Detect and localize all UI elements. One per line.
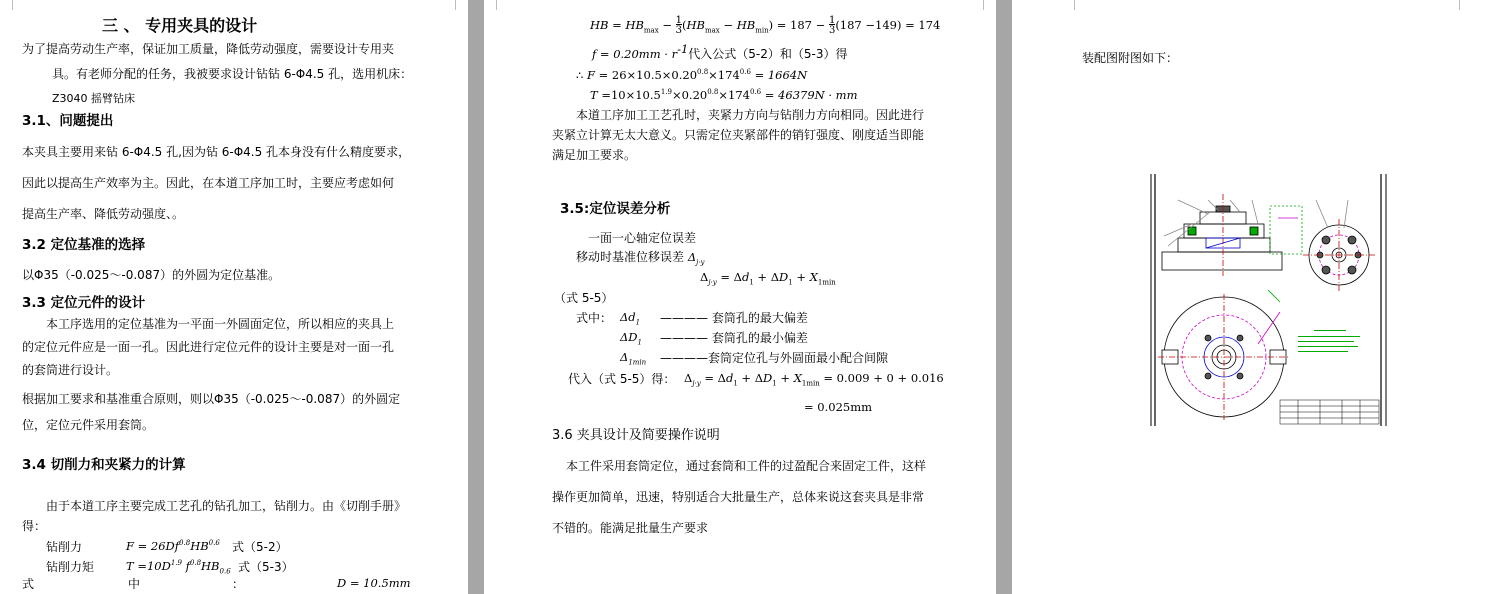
symbol-delta-D1: $\Delta D_1$ <box>620 330 642 347</box>
paragraph-line: 本工序选用的定位基准为一平面一外圆面定位，所以相应的夹具上 <box>46 317 395 331</box>
paragraph-line: 本工件采用套筒定位，通过套筒和工件的过盈配合来固定工件，这样 <box>566 459 927 473</box>
paragraph-line: Z3040 摇臂钻床 <box>52 92 136 105</box>
paragraph-line: 以Φ35（-0.025～-0.087）的外圆为定位基准。 <box>22 268 281 282</box>
document-page-3 <box>1012 0 1492 594</box>
paragraph-line: 夹紧立计算无太大意义。只需定位夹紧部件的销钉强度、刚度适当即能 <box>552 128 925 142</box>
crop-mark <box>455 0 466 10</box>
paragraph-line: 不错的。能满足批量生产要求 <box>552 521 709 535</box>
front-view <box>1162 194 1302 276</box>
formula-diameter: D = 10.5mm <box>337 576 411 590</box>
paragraph-line: 为了提高劳动生产率，保证加工质量，降低劳动强度，需要设计专用夹 <box>22 42 395 56</box>
paragraph-line: 根据加工要求和基准重合原则，则以Φ35（-0.025～-0.087）的外圆定 <box>22 392 401 406</box>
text-fragment: ： <box>232 577 245 591</box>
paragraph-line: 因此以提高生产效率为主。因此，在本道工序加工时，主要应考虑如何 <box>22 176 395 190</box>
paragraph-line: 得： <box>22 519 47 533</box>
technical-notes <box>1298 330 1360 352</box>
paragraph-line: 一面一心轴定位误差 <box>588 231 697 245</box>
paragraph-line: 移动时基准位移误差 $\Delta_{j\cdot y}$ <box>576 250 705 267</box>
formula-torque-result: $T =10\times 10.5^{1.9}\times 0.20^{0.8}\times 174^{0.6} = 46379N$ · mm <box>590 88 858 102</box>
symbol-delta-1min: $\Delta_{1min}$ <box>620 350 647 367</box>
formula-position-error: $\Delta_{j\cdot y} = \Delta d_1 + \Delta D_1 + X_{1min}$ <box>700 270 836 287</box>
definition-line: ————套筒定位孔与外圆面最小配合间隙 <box>660 351 889 365</box>
formula-substitution-result: = 0.025mm <box>804 400 873 414</box>
formula-hb: HB = $HB_{max} - 1$ $3(HB_{max} - HB_{min}) = 187 - 1$ 3(187 −149) = 174 <box>590 15 941 36</box>
crop-mark <box>2 0 13 10</box>
crop-mark <box>1064 0 1075 10</box>
paragraph-line: 操作更加简单，迅速，特别适合大批量生产，总体来说这套夹具是非常 <box>552 490 925 504</box>
document-page-1 <box>0 0 468 594</box>
where-label: 式中： <box>576 311 613 325</box>
formula-ref: 式（5-2） <box>232 540 288 554</box>
crop-mark <box>1459 0 1470 10</box>
paragraph-line: 具。有老师分配的任务，我被要求设计钻钻 6-Φ4.5 孔，选用机床： <box>52 67 413 81</box>
paragraph-line: 位，定位元件采用套筒。 <box>22 418 155 432</box>
side-view <box>1303 200 1375 291</box>
section-title: 三 、 专用夹具的设计 <box>102 16 258 35</box>
formula-drilling-force: $F = 26Df^{0.8}HB^{0.6}$ <box>126 539 220 553</box>
paragraph-line: 提高生产率、降低劳动强度、。 <box>22 207 185 221</box>
paragraph-line: 本道工序加工工艺孔时，夹紧力方向与钻削力方向相同。因此进行 <box>576 108 925 122</box>
assembly-drawing <box>1148 172 1392 428</box>
paragraph-line: 由于本道工序主要完成工艺孔的钻孔加工，钻削力。由《切削手册》 <box>46 499 407 513</box>
heading-3-1: 3.1、问题提出 <box>22 113 114 129</box>
formula-feed: $f = 0.20mm \cdot r^{-1}$代入公式（5-2）和（5-3）得 <box>592 42 848 61</box>
definition-line: ———— 套筒孔的最小偏差 <box>660 331 808 345</box>
substitution-label: 代入（式 5-5）得： <box>568 372 676 386</box>
formula-ref: （式 5-5） <box>554 291 614 305</box>
heading-3-5: 3.5:定位误差分析 <box>560 201 671 217</box>
crop-mark <box>486 0 497 10</box>
crop-mark <box>983 0 994 10</box>
heading-3-4: 3.4 切削力和夹紧力的计算 <box>22 457 186 473</box>
paragraph-line: 的套筒进行设计。 <box>22 363 119 377</box>
formula-force-result: ∴ $F = 26\times 10.5\times 0.20^{0.8}\times 174^{0.6} = 1664N$ <box>576 68 808 82</box>
paragraph-line: 的定位元件应是一面一孔。因此进行定位元件的设计主要是对一面一孔 <box>22 340 395 354</box>
formula-label: 钻削力矩 <box>46 560 95 574</box>
text-fragment: 式 <box>22 577 35 591</box>
formula-label: 钻削力 <box>46 540 83 554</box>
document-page-2 <box>484 0 996 594</box>
title-block <box>1280 400 1379 424</box>
text-fragment: 中 <box>128 577 141 591</box>
top-view <box>1158 290 1290 420</box>
heading-3-6: 3.6 夹具设计及简要操作说明 <box>552 428 720 443</box>
formula-substitution: $\Delta_{j\cdot y} = \Delta d_1 + \Delta D_1 + X_{1min} = 0.009 + 0 + 0.016$ <box>684 371 944 388</box>
definition-line: ———— 套筒孔的最大偏差 <box>660 311 808 325</box>
paragraph-line: 本夹具主要用来钻 6-Φ4.5 孔,因为钻 6-Φ4.5 孔本身没有什么精度要求， <box>22 145 411 159</box>
figure-caption: 装配图附图如下： <box>1082 51 1179 65</box>
formula-ref: 式（5-3） <box>238 560 294 574</box>
paragraph-line: 满足加工要求。 <box>552 148 637 162</box>
symbol-delta-d1: $\Delta d_1$ <box>620 310 641 327</box>
heading-3-2: 3.2 定位基准的选择 <box>22 237 146 253</box>
heading-3-3: 3.3 定位元件的设计 <box>22 295 146 311</box>
formula-drilling-torque: $T =10D^{1.9}$ $f^{0.8}HB_{0.6}$ <box>126 559 231 576</box>
